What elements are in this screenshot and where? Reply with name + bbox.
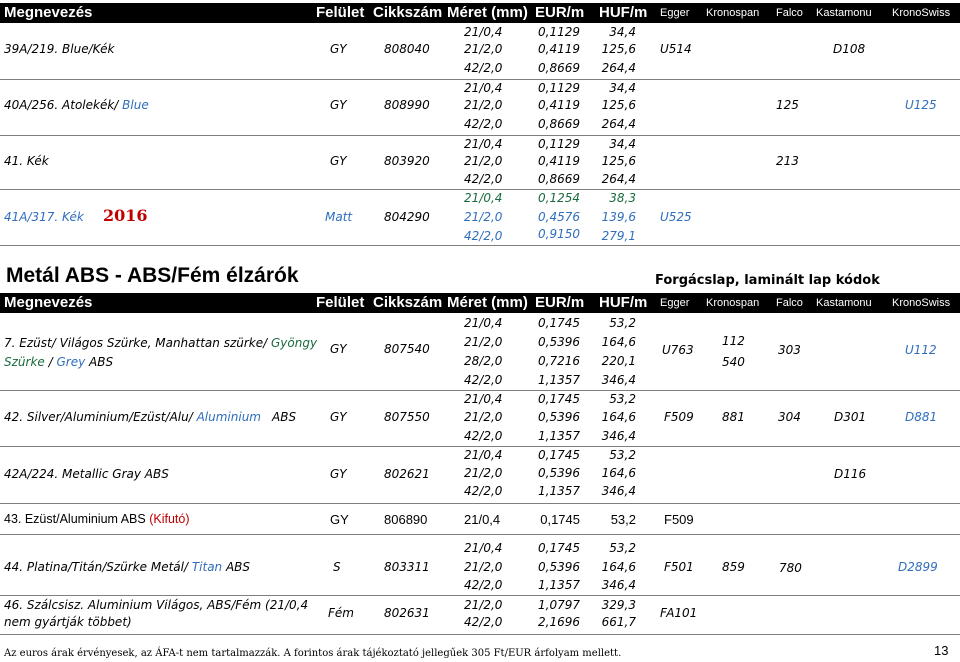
size: 21/2,0 <box>464 466 503 480</box>
size: 21/2,0 <box>464 410 503 424</box>
row-divider <box>0 503 960 504</box>
size: 21/2,0 <box>464 42 503 56</box>
row-divider <box>0 189 960 190</box>
name-part-color: Szürke <box>4 355 45 369</box>
year-badge: 2016 <box>103 206 148 225</box>
size: 42/2,0 <box>464 229 503 243</box>
size: 21/0,4 <box>464 392 503 406</box>
eur-price: 0,4119 <box>538 154 580 168</box>
col-eur: EUR/m <box>535 4 585 21</box>
product-name <box>4 336 317 350</box>
felulet: Matt <box>325 210 353 224</box>
product-name: 46. Szálcsisz. Aluminium Világos, ABS/Fém (21/0,4 <box>4 598 309 612</box>
egger-code: U514 <box>660 42 692 56</box>
felulet: GY <box>330 98 347 112</box>
product-name: 39A/219. Blue/Kék <box>4 42 115 56</box>
eur-price: 0,8669 <box>538 117 580 131</box>
huf-price: 34,4 <box>609 137 636 151</box>
felulet: GY <box>330 410 347 424</box>
felulet: GY <box>330 154 347 168</box>
kronospan-code: 881 <box>722 410 745 424</box>
egger-code: U763 <box>662 343 694 357</box>
col-meret: Méret (mm) <box>447 4 528 21</box>
col-huf: HUF/m <box>599 4 648 21</box>
size: 42/2,0 <box>464 615 503 629</box>
eur-price: 0,5396 <box>538 410 580 424</box>
size: 21/0,4 <box>464 541 503 555</box>
product-name-line2: nem gyártják többet) <box>4 615 132 629</box>
name-part: ABS <box>85 355 114 369</box>
huf-price: 125,6 <box>601 42 636 56</box>
huf-price: 661,7 <box>601 615 636 629</box>
eur-price: 1,1357 <box>538 373 580 387</box>
product-name: 42A/224. Metallic Gray ABS <box>4 467 169 481</box>
huf-price: 346,4 <box>601 484 636 498</box>
product-name <box>4 98 149 112</box>
huf-price: 346,4 <box>601 373 636 387</box>
size: 21/0,4 <box>464 81 503 95</box>
size: 42/2,0 <box>464 373 503 387</box>
discontinued-label: (Kifutó) <box>149 512 190 526</box>
cikkszam: 806890 <box>384 512 428 527</box>
col-megnevezes: Megnevezés <box>4 294 93 311</box>
eur-price: 0,5396 <box>538 560 580 574</box>
cikkszam: 804290 <box>384 210 430 224</box>
huf-price: 53,2 <box>610 512 636 527</box>
huf-price: 139,6 <box>601 210 636 224</box>
col-kronospan: Kronospan <box>706 297 760 309</box>
col-egger: Egger <box>660 297 690 309</box>
footer-note: Az euros árak érvényesek, az ÁFA-t nem tartalmazzák. A forintos árak tájékoztató jellegűek 305 Ft/EUR árfolyam mellett. <box>4 648 622 659</box>
huf-price: 125,6 <box>601 154 636 168</box>
huf-price: 53,2 <box>609 541 636 555</box>
col-cikkszam: Cikkszám <box>373 294 443 311</box>
huf-price: 164,6 <box>601 410 636 424</box>
cikkszam: 808040 <box>384 42 430 56</box>
huf-price: 53,2 <box>609 392 636 406</box>
size: 21/2,0 <box>464 210 503 224</box>
product-name-line2 <box>4 355 113 369</box>
huf-price: 53,2 <box>609 448 636 462</box>
cikkszam: 808990 <box>384 98 430 112</box>
size: 21/2,0 <box>464 598 503 612</box>
eur-price: 1,1357 <box>538 429 580 443</box>
eur-price: 1,1357 <box>538 578 580 592</box>
eur-price: 0,1129 <box>538 137 580 151</box>
huf-price: 164,6 <box>601 560 636 574</box>
row-divider <box>0 245 960 246</box>
product-name <box>4 560 250 574</box>
huf-price: 125,6 <box>601 98 636 112</box>
table-header-2 <box>0 293 960 313</box>
huf-price: 264,4 <box>601 61 636 75</box>
eur-price: 2,1696 <box>538 615 580 629</box>
huf-price: 346,4 <box>601 429 636 443</box>
name-part: 7. Ezüst/ Világos Szürke, Manhattan szürke/ <box>4 336 271 350</box>
size: 21/0,4 <box>464 448 503 462</box>
kronoswiss-code: D2899 <box>898 560 938 574</box>
huf-price: 279,1 <box>601 229 636 243</box>
col-falco: Falco <box>776 297 803 309</box>
name-part: 42. Silver/Aluminium/Ezüst/Alu/ <box>4 410 197 424</box>
eur-price: 0,5396 <box>538 466 580 480</box>
eur-price: 0,7216 <box>538 354 580 368</box>
eur-price: 0,1129 <box>538 81 580 95</box>
col-kronoswiss: KronoSwiss <box>892 297 951 309</box>
col-kastamonu: Kastamonu <box>816 7 872 19</box>
eur-price: 0,5396 <box>538 335 580 349</box>
felulet: GY <box>330 42 347 56</box>
cikkszam: 807550 <box>384 410 430 424</box>
size: 42/2,0 <box>464 429 503 443</box>
egger-code: F501 <box>664 560 694 574</box>
size: 21/0,4 <box>464 512 501 527</box>
page-number: 13 <box>934 643 949 658</box>
eur-price: 0,4119 <box>538 98 580 112</box>
huf-price: 38,3 <box>609 191 636 205</box>
eur-price: 0,1745 <box>538 448 580 462</box>
size: 21/2,0 <box>464 98 503 112</box>
cikkszam: 807540 <box>384 342 430 356</box>
eur-price: 0,1745 <box>538 392 580 406</box>
size: 42/2,0 <box>464 484 503 498</box>
kronospan-code: 112 <box>722 334 745 348</box>
cikkszam: 803920 <box>384 154 430 168</box>
falco-code: 780 <box>779 561 802 575</box>
col-egger: Egger <box>660 7 690 19</box>
name-part: 40A/256. Atolekék/ <box>4 98 123 112</box>
kastamonu-code: D301 <box>834 410 867 424</box>
kronospan-code: 859 <box>722 560 745 574</box>
col-falco: Falco <box>776 7 803 19</box>
size: 21/0,4 <box>464 191 503 205</box>
huf-price: 264,4 <box>601 117 636 131</box>
size: 21/0,4 <box>464 25 503 39</box>
eur-price: 0,8669 <box>538 61 580 75</box>
eur-price: 0,1129 <box>538 25 580 39</box>
product-name <box>4 410 261 424</box>
row-divider <box>0 634 960 635</box>
egger-code: U525 <box>660 210 692 224</box>
col-meret: Méret (mm) <box>447 294 528 311</box>
name-part-color: Grey <box>56 355 86 369</box>
eur-price: 0,8669 <box>538 172 580 186</box>
col-kastamonu: Kastamonu <box>816 297 872 309</box>
col-kronospan: Kronospan <box>706 7 760 19</box>
felulet: Fém <box>328 606 354 620</box>
name-part-color: Blue <box>122 98 149 112</box>
kronoswiss-code: U125 <box>905 98 937 112</box>
size: 42/2,0 <box>464 172 503 186</box>
kastamonu-code: D108 <box>833 42 866 56</box>
row-divider <box>0 79 960 80</box>
felulet: GY <box>330 342 347 356</box>
size: 42/2,0 <box>464 117 503 131</box>
cikkszam: 803311 <box>384 560 430 574</box>
egger-code: FA101 <box>660 606 698 620</box>
huf-price: 34,4 <box>609 81 636 95</box>
table-header <box>0 3 960 23</box>
falco-code: 125 <box>776 98 799 112</box>
name-part-color: Aluminium <box>196 410 261 424</box>
huf-price: 220,1 <box>601 354 636 368</box>
cikkszam: 802631 <box>384 606 430 620</box>
size: 28/2,0 <box>464 354 503 368</box>
eur-price: 0,9150 <box>538 227 580 241</box>
material-tag: ABS <box>272 410 297 424</box>
col-cikkszam: Cikkszám <box>373 4 443 21</box>
col-huf: HUF/m <box>599 294 648 311</box>
kronoswiss-code: U112 <box>905 343 937 357</box>
eur-price: 0,4119 <box>538 42 580 56</box>
size: 21/0,4 <box>464 137 503 151</box>
size: 21/2,0 <box>464 560 503 574</box>
section-subtitle: Forgácslap, laminált lap kódok <box>655 273 880 288</box>
huf-price: 329,3 <box>601 598 636 612</box>
huf-price: 164,6 <box>601 466 636 480</box>
col-megnevezes: Megnevezés <box>4 4 93 21</box>
row-divider <box>0 446 960 447</box>
huf-price: 34,4 <box>609 25 636 39</box>
huf-price: 53,2 <box>609 316 636 330</box>
col-felulet: Felület <box>316 294 365 311</box>
cikkszam: 802621 <box>384 467 430 481</box>
egger-code: F509 <box>664 410 694 424</box>
kastamonu-code: D116 <box>834 467 867 481</box>
huf-price: 264,4 <box>601 172 636 186</box>
col-kronoswiss: KronoSwiss <box>892 7 951 19</box>
name-part: 44. Platina/Titán/Szürke Metál/ <box>4 560 192 574</box>
product-name: 41. Kék <box>4 154 49 168</box>
row-divider <box>0 534 960 535</box>
eur-price: 0,4576 <box>538 210 580 224</box>
egger-code: F509 <box>664 512 694 527</box>
eur-price: 0,1745 <box>540 512 580 527</box>
eur-price: 0,1254 <box>538 191 580 205</box>
size: 42/2,0 <box>464 578 503 592</box>
col-eur: EUR/m <box>535 294 585 311</box>
name-part-color: Titan <box>191 560 223 574</box>
falco-code: 213 <box>776 154 799 168</box>
falco-code: 304 <box>778 410 801 424</box>
huf-price: 164,6 <box>601 335 636 349</box>
felulet: GY <box>330 512 349 527</box>
name-part: / <box>44 355 57 369</box>
kronoswiss-code: D881 <box>905 410 938 424</box>
eur-price: 0,1745 <box>538 541 580 555</box>
row-divider <box>0 390 960 391</box>
name-part: ABS <box>222 560 251 574</box>
product-name <box>4 512 190 526</box>
name-part: 43. Ezüst/Aluminium ABS <box>4 512 150 526</box>
size: 21/0,4 <box>464 316 503 330</box>
falco-code: 303 <box>778 343 801 357</box>
huf-price: 346,4 <box>601 578 636 592</box>
size: 42/2,0 <box>464 61 503 75</box>
section-title: Metál ABS - ABS/Fém élzárók <box>6 264 299 287</box>
row-divider <box>0 135 960 136</box>
name-part-color: Gyöngy <box>270 336 318 350</box>
size: 21/2,0 <box>464 154 503 168</box>
product-name: 41A/317. Kék <box>4 210 84 224</box>
felulet: S <box>333 560 341 574</box>
size: 21/2,0 <box>464 335 503 349</box>
felulet: GY <box>330 467 347 481</box>
row-divider <box>0 595 960 596</box>
kronospan-code: 540 <box>722 355 745 369</box>
eur-price: 0,1745 <box>538 316 580 330</box>
eur-price: 1,0797 <box>538 598 580 612</box>
eur-price: 1,1357 <box>538 484 580 498</box>
col-felulet: Felület <box>316 4 365 21</box>
